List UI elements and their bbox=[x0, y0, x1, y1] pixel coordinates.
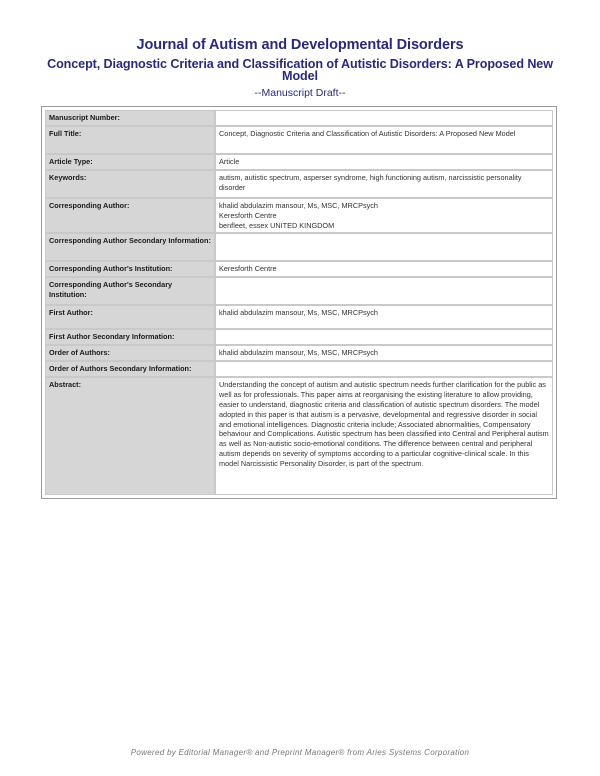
row-keywords bbox=[45, 170, 553, 198]
corresponding-author-secondary-value bbox=[215, 233, 553, 261]
order-of-authors-label: Order of Authors: bbox=[45, 345, 215, 361]
row-full-title bbox=[45, 126, 553, 154]
order-of-authors-value: khalid abdulazim mansour, Ms, MSC, MRCPsych bbox=[215, 345, 553, 361]
row-first-author-secondary bbox=[45, 329, 553, 345]
first-author-label: First Author: bbox=[45, 305, 215, 329]
corresponding-author-address: benfleet, essex UNITED KINGDOM bbox=[219, 220, 335, 230]
corresponding-author-label: Corresponding Author: bbox=[45, 198, 215, 233]
first-author-value: khalid abdulazim mansour, Ms, MSC, MRCPsych bbox=[215, 305, 553, 329]
row-order-of-authors-secondary bbox=[45, 361, 553, 377]
corresponding-author-secondary-label: Corresponding Author Secondary Information: bbox=[45, 233, 215, 261]
paper-title: Concept, Diagnostic Criteria and Classification of Autistic Disorders: A Proposed New Model bbox=[47, 57, 553, 83]
manuscript-number-value bbox=[215, 110, 553, 126]
full-title-value: Concept, Diagnostic Criteria and Classification of Autistic Disorders: A Proposed New Model bbox=[215, 126, 553, 154]
abstract-label: Abstract: bbox=[45, 377, 215, 495]
footer-powered-by: Powered by Editorial Manager® and Preprint Manager® from Aries Systems Corporation bbox=[130, 748, 470, 757]
manuscript-metadata-table bbox=[41, 106, 557, 499]
article-type-label: Article Type: bbox=[45, 154, 215, 170]
row-article-type bbox=[45, 154, 553, 170]
keywords-label: Keywords: bbox=[45, 170, 215, 198]
manuscript-number-label: Manuscript Number: bbox=[45, 110, 215, 126]
row-abstract bbox=[45, 377, 553, 495]
row-corresponding-institution bbox=[45, 261, 553, 277]
corresponding-author-centre: Keresforth Centre bbox=[219, 210, 277, 220]
corresponding-author-value bbox=[215, 198, 553, 233]
draft-label: --Manuscript Draft-- bbox=[254, 87, 346, 99]
keywords-value: autism, autistic spectrum, asperser syndrome, high functioning autism, narcissistic personality disorder bbox=[215, 170, 553, 198]
order-of-authors-secondary-label: Order of Authors Secondary Information: bbox=[45, 361, 215, 377]
row-corresponding-author-secondary bbox=[45, 233, 553, 261]
row-first-author bbox=[45, 305, 553, 329]
abstract-value: Understanding the concept of autism and autistic spectrum needs further clarification for the public as well as for professionals. This paper aims at reorganising the existing literature to allow providing, easier to understand, diagnostic criteria and classification of autistic spectrum disorders. The model adopted in this paper is that autism is a pervasive, developmental and regressive disorder in social and emotional intelligences. Diagnostic criteria include; Associated abnormalities, Compensatory behaviour and Complications. Autistic spectrum has been classified into Central and Peripheral autism as well as Non-autistic socio-emotional conditions. The difference between central and peripheral autism depends on severity of symptoms according to a particular cognitive-clinical scale. In this model Narcissistic Personality Disorder, is part of the spectrum. bbox=[215, 377, 553, 495]
corresponding-institution-value: Keresforth Centre bbox=[215, 261, 553, 277]
row-order-of-authors bbox=[45, 345, 553, 361]
corresponding-secondary-institution-label: Corresponding Author's Secondary Institution: bbox=[45, 277, 215, 305]
full-title-label: Full Title: bbox=[45, 126, 215, 154]
corresponding-author-name: khalid abdulazim mansour, Ms, MSC, MRCPsych bbox=[219, 201, 378, 210]
row-manuscript-number bbox=[45, 110, 553, 126]
row-corresponding-author bbox=[45, 198, 553, 233]
corresponding-secondary-institution-value bbox=[215, 277, 553, 305]
journal-title: Journal of Autism and Developmental Disorders bbox=[136, 37, 464, 53]
order-of-authors-secondary-value bbox=[215, 361, 553, 377]
row-corresponding-secondary-institution bbox=[45, 277, 553, 305]
article-type-value: Article bbox=[215, 154, 553, 170]
first-author-secondary-value bbox=[215, 329, 553, 345]
first-author-secondary-label: First Author Secondary Information: bbox=[45, 329, 215, 345]
corresponding-institution-label: Corresponding Author's Institution: bbox=[45, 261, 215, 277]
